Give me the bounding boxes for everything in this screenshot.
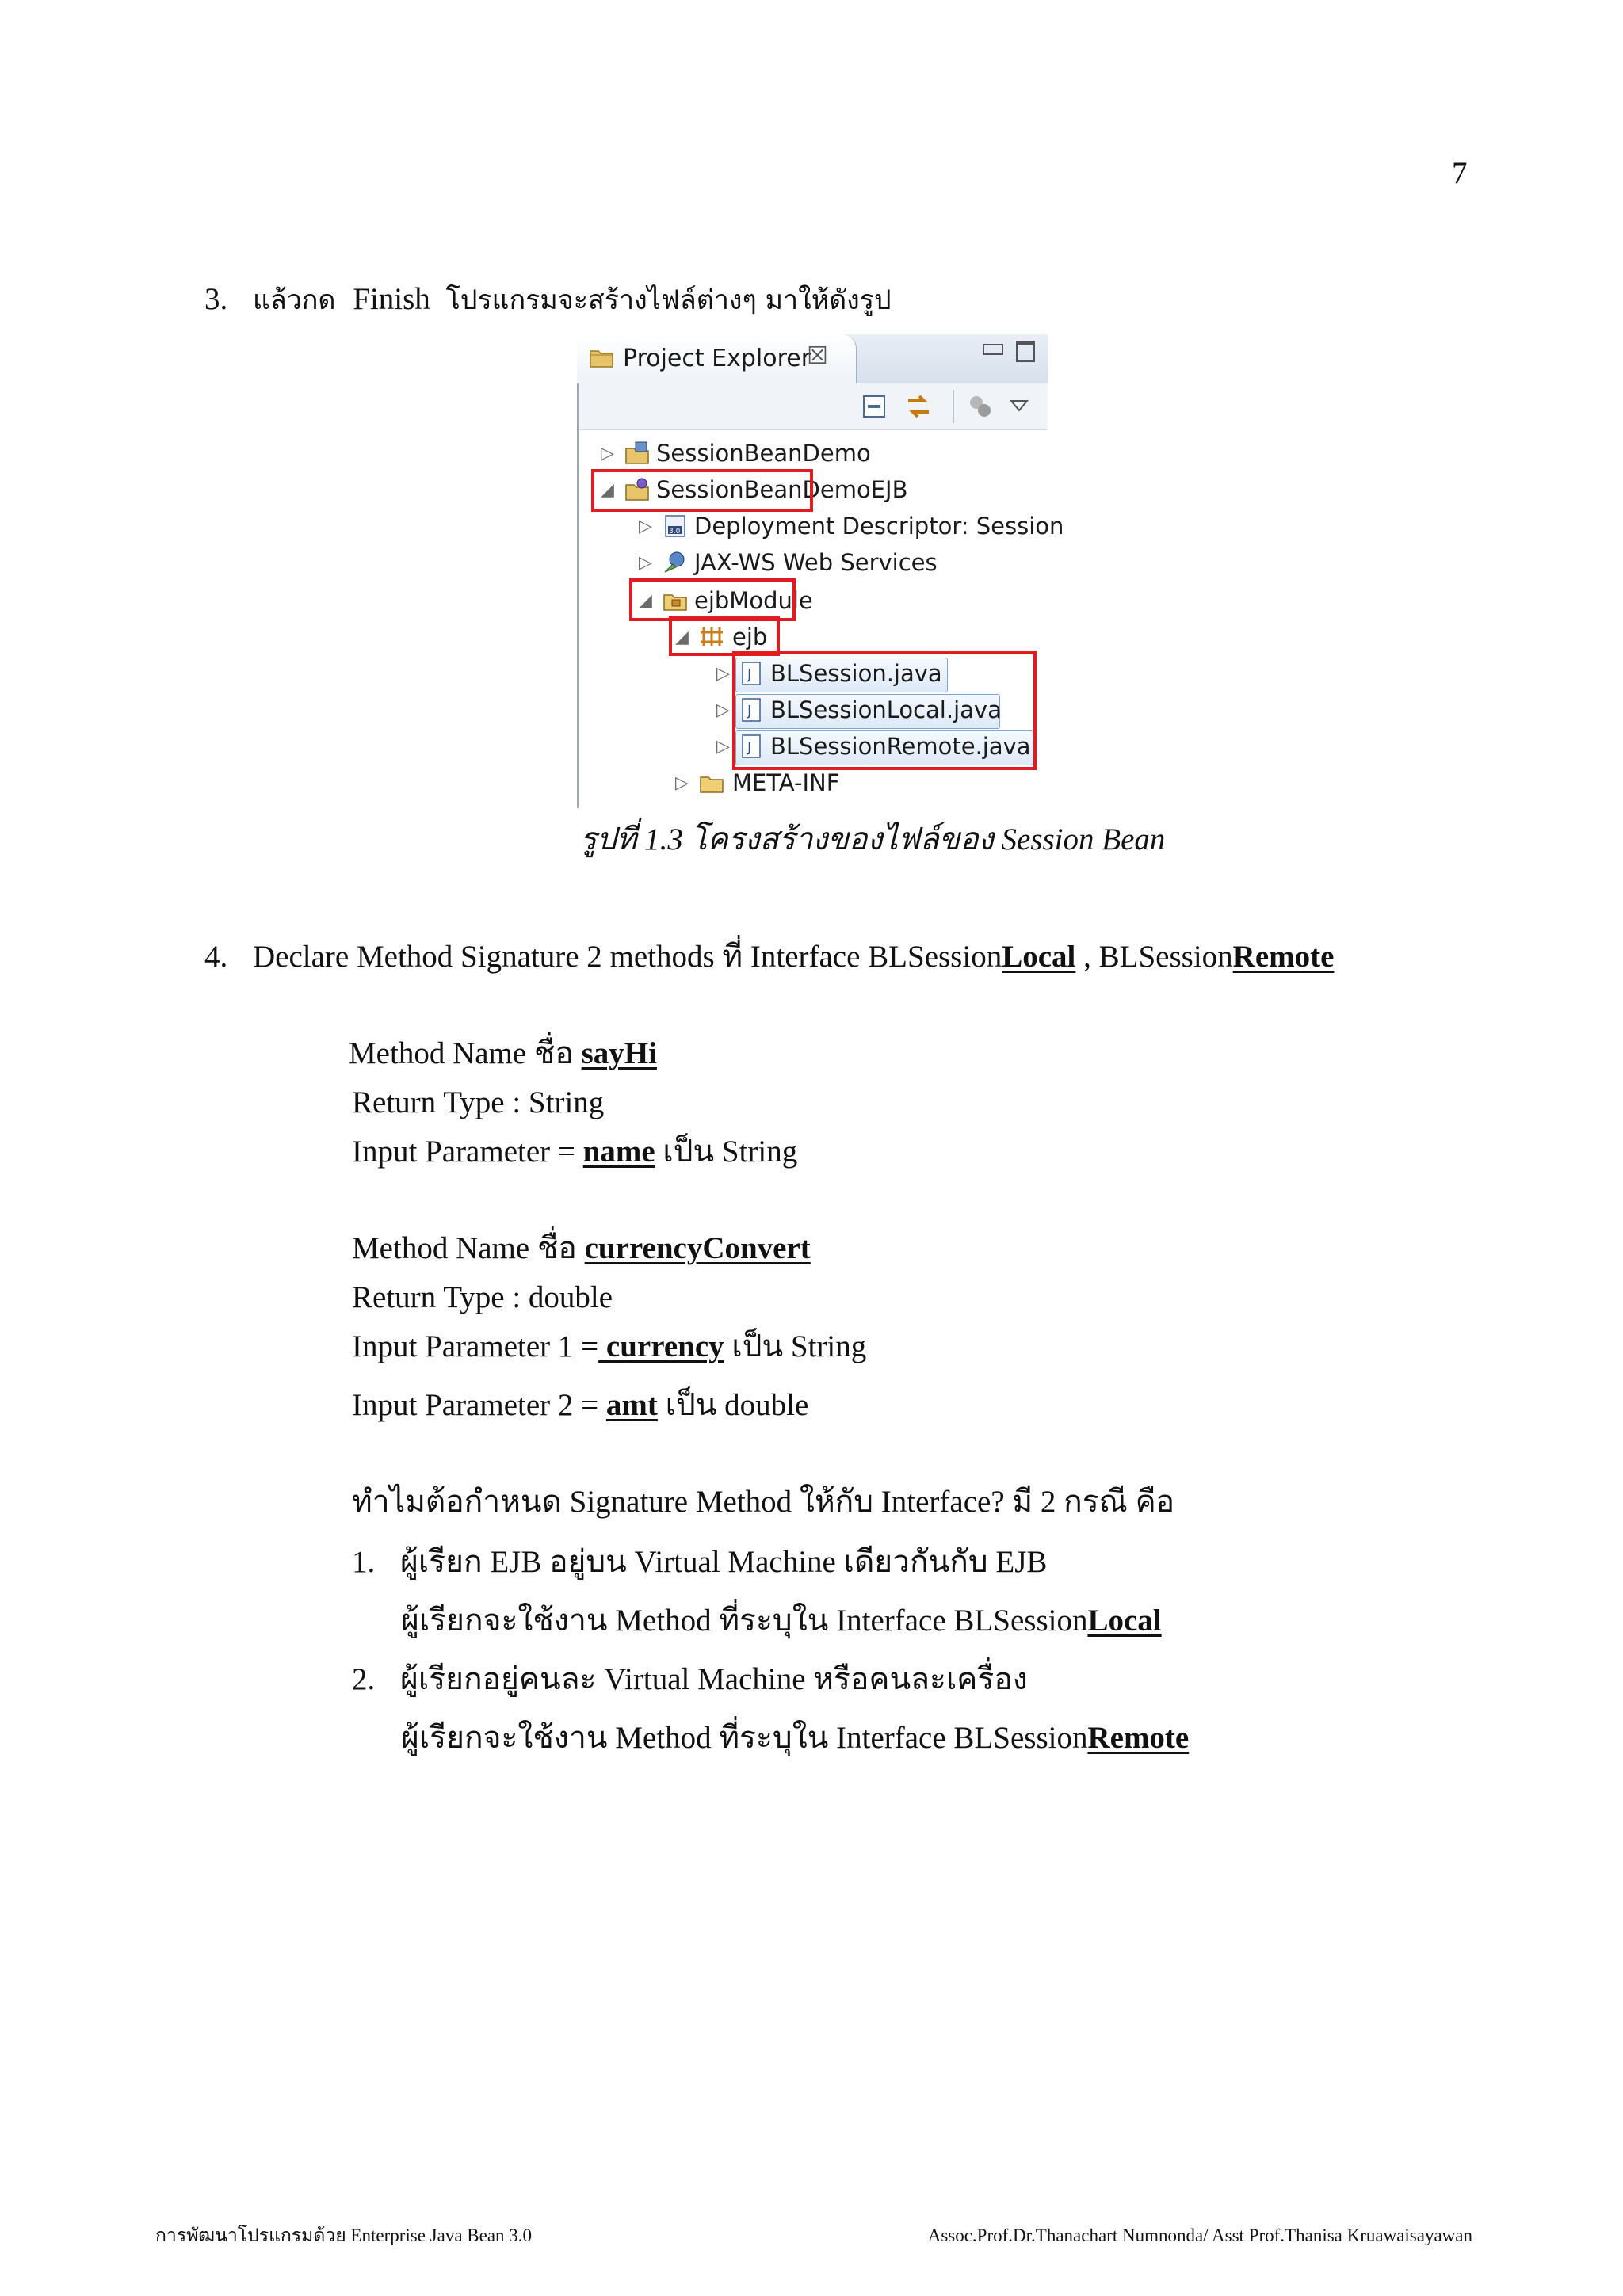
case1-line2-prefix: ผู้เรียกจะใช้งาน Method ที่ระบุใน Interface BLSession	[401, 1604, 1088, 1638]
svg-text:J: J	[747, 739, 752, 756]
tree-item-label: BLSessionRemote.java	[770, 733, 1031, 760]
project-explorer-tab-label: Project Explorer	[623, 345, 812, 372]
minimize-icon[interactable]	[983, 344, 1003, 355]
collapse-arrow-icon[interactable]: ◢	[639, 591, 652, 611]
ear-project-icon	[624, 441, 650, 466]
step4-paragraph	[204, 938, 1334, 976]
step3-paragraph	[204, 280, 892, 319]
highlight-box-java-files	[732, 651, 1037, 770]
param-label: Input Parameter 1 =	[352, 1329, 599, 1363]
case1-number: 1.	[352, 1545, 376, 1579]
method-name-label: Method Name ชื่อ	[352, 1231, 585, 1265]
method1-return-line: Return Type : String	[352, 1085, 605, 1119]
tree-item-label: META-INF	[732, 769, 840, 796]
case2-line1	[352, 1661, 1028, 1699]
expand-arrow-icon[interactable]: ▷	[675, 773, 689, 793]
tree-item-deployment-descriptor[interactable]	[577, 509, 1064, 545]
case1-line1	[352, 1543, 1047, 1581]
tree-item-sessionbeandemo[interactable]	[577, 436, 1048, 472]
folder-icon	[590, 347, 613, 368]
toolbar-separator	[953, 390, 954, 423]
case2-line2	[401, 1719, 1189, 1757]
tree-item-label: BLSession.java	[770, 660, 942, 687]
deployment-descriptor-icon	[663, 513, 688, 539]
method2-name: currencyConvert	[584, 1231, 811, 1265]
param-type: เป็น String	[724, 1329, 867, 1363]
case2-text: ผู้เรียกอยู่คนละ Virtual Machine หรือคนละเครื่อง	[400, 1662, 1028, 1696]
tree-item-meta-inf[interactable]	[577, 765, 1048, 802]
method1-param-line	[352, 1133, 797, 1171]
case1-line2-bold: Local	[1087, 1604, 1162, 1638]
method-name-label: Method Name ชื่อ	[349, 1036, 582, 1070]
folder-icon	[699, 770, 724, 795]
link-with-editor-icon[interactable]	[903, 391, 934, 421]
tree-item-label: SessionBeanDemo	[656, 440, 871, 467]
method1-param-name: name	[582, 1135, 655, 1169]
step3-text-suffix: โปรแกรมจะสร้างไฟล์ต่างๆ มาให้ดังรูป	[445, 284, 892, 316]
svg-text:J: J	[747, 666, 752, 683]
case2-line2-bold: Remote	[1087, 1721, 1190, 1755]
figure-caption: รูปที่ 1.3 โครงสร้างของไฟล์ของ Session Bean	[580, 822, 1166, 856]
step4-text: Declare Method Signature 2 methods ที่ Interface BLSession	[253, 940, 1002, 974]
explorer-toolbar	[577, 383, 1048, 430]
close-icon[interactable]: ☒	[807, 342, 828, 370]
footer-right: Assoc.Prof.Dr.Thanachart Numnonda/ Asst Prof.Thanisa Kruawaisayawan	[927, 2225, 1472, 2245]
method2-param2-name: amt	[605, 1388, 658, 1422]
step4-number: 4.	[204, 940, 228, 974]
collapse-arrow-icon[interactable]: ◢	[675, 627, 689, 647]
view-tab-bar	[577, 334, 1048, 384]
param-type: เป็น String	[655, 1135, 798, 1169]
expand-arrow-icon[interactable]: ▷	[639, 553, 652, 573]
web-services-icon	[663, 550, 688, 575]
highlight-box-ejbmodule	[629, 578, 796, 621]
why-question: ทำไมต้อกำหนด Signature Method ให้กับ Interface? มี 2 กรณี คือ	[352, 1485, 1175, 1519]
tree-item-jax-ws[interactable]	[577, 545, 1048, 582]
collapse-all-icon[interactable]	[861, 391, 891, 421]
step3-finish: Finish	[353, 282, 430, 316]
param-label: Input Parameter 2 =	[352, 1388, 606, 1422]
collapse-arrow-icon[interactable]: ◢	[601, 480, 614, 500]
tree-item-label: BLSessionLocal.java	[770, 696, 1002, 723]
step3-text-prefix: แล้วกด	[253, 284, 336, 316]
step4-sep: , BLSession	[1075, 940, 1233, 974]
method2-param1-line	[352, 1328, 866, 1366]
project-explorer-tab[interactable]	[577, 334, 857, 383]
footer-left: การพัฒนาโปรแกรมด้วย Enterprise Java Bean 3.0	[155, 2225, 533, 2245]
highlight-box-ejb-project	[591, 469, 813, 512]
param-label: Input Parameter =	[352, 1135, 583, 1169]
expand-arrow-icon[interactable]: ▷	[639, 517, 652, 536]
case2-line2-prefix: ผู้เรียกจะใช้งาน Method ที่ระบุใน Interface BLSession	[401, 1721, 1088, 1755]
method2-return-line: Return Type : double	[352, 1280, 613, 1314]
method1-name: sayHi	[581, 1036, 657, 1070]
filter-icon[interactable]	[965, 391, 995, 421]
tree-item-label: SessionBeanDemoEJB	[656, 476, 908, 503]
method2-param2-line	[352, 1386, 808, 1425]
step4-local: Local	[1002, 940, 1076, 974]
case1-line2	[401, 1602, 1162, 1640]
expand-arrow-icon[interactable]: ▷	[601, 444, 614, 463]
maximize-icon[interactable]	[1016, 341, 1035, 362]
highlight-box-ejb-package	[669, 616, 780, 656]
step4-remote: Remote	[1232, 940, 1335, 974]
project-explorer-panel	[577, 334, 1064, 808]
method1-name-line	[349, 1035, 657, 1073]
case2-number: 2.	[352, 1662, 376, 1696]
method2-param1-name: currency	[598, 1329, 724, 1363]
step3-number: 3.	[204, 282, 228, 316]
expand-arrow-icon[interactable]: ▷	[716, 700, 730, 720]
view-menu-icon[interactable]	[1005, 391, 1035, 421]
svg-text:3.0: 3.0	[669, 528, 681, 536]
method2-name-line	[352, 1230, 811, 1268]
page-number: 7	[1452, 156, 1468, 190]
case1-text: ผู้เรียก EJB อยู่บน Virtual Machine เดียวกันกับ EJB	[400, 1545, 1048, 1579]
expand-arrow-icon[interactable]: ▷	[716, 664, 730, 684]
tree-item-label: ejbModule	[694, 587, 813, 614]
tree-item-label: Deployment Descriptor: Session	[694, 513, 1064, 540]
tree-item-label: JAX-WS Web Services	[694, 549, 938, 576]
tree-item-label: ejb	[732, 624, 768, 650]
param-type: เป็น double	[657, 1388, 809, 1422]
expand-arrow-icon[interactable]: ▷	[716, 737, 730, 757]
svg-text:J: J	[747, 703, 752, 719]
